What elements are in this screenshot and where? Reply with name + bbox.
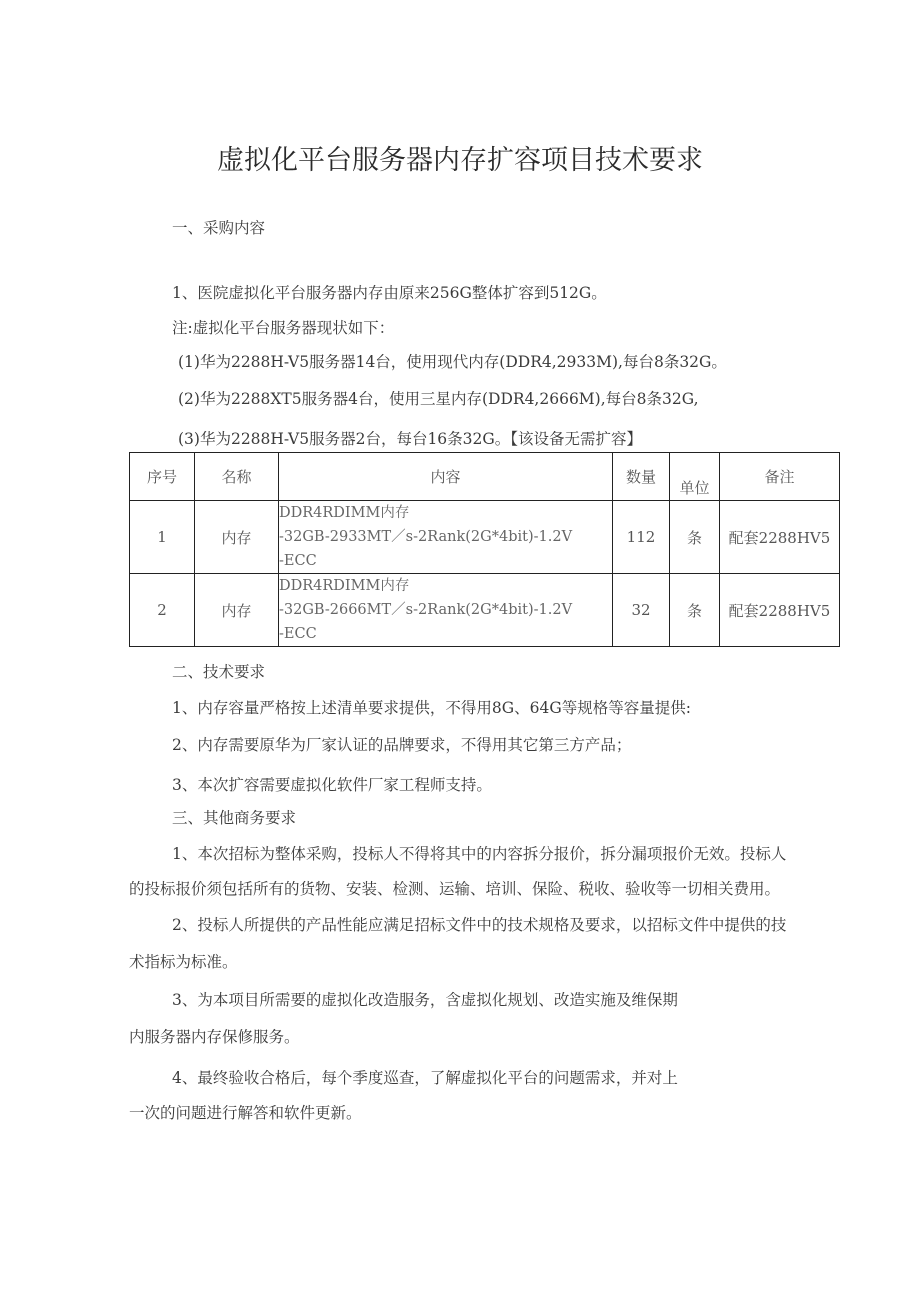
procurement-table	[129, 452, 840, 647]
cell-remark: 配套2288HV5	[720, 574, 840, 647]
cell-no: 2	[130, 574, 195, 647]
section2-item-3: 3、本次扩容需要虚拟化软件厂家工程师支持。	[172, 776, 492, 794]
cell-name: 内存	[195, 501, 279, 574]
cell-remark: 配套2288HV5	[720, 501, 840, 574]
section1-item1: 1、医院虚拟化平台服务器内存由原来256G整体扩容到512G。	[172, 284, 607, 302]
section3-para4-line1: 4、最终验收合格后，每个季度巡查，了解虚拟化平台的问题需求，并对上	[172, 1069, 678, 1087]
table-row	[130, 501, 840, 574]
header-name: 名称	[195, 453, 279, 501]
status-line-2: (2)华为2288XT5服务器4台，使用三星内存(DDR4,2666M),每台8条32G,	[178, 390, 699, 408]
header-remark: 备注	[720, 453, 840, 501]
section3-para3-line2: 内服务器内存保修服务。	[129, 1028, 300, 1046]
section3-para2-line2: 术指标为标准。	[129, 953, 238, 971]
cell-no: 1	[130, 501, 195, 574]
header-qty: 数量	[613, 453, 670, 501]
section3-heading: 三、其他商务要求	[172, 809, 297, 827]
section3-para1-line1: 1、本次招标为整体采购，投标人不得将其中的内容拆分报价，拆分漏项报价无效。投标人	[172, 845, 787, 863]
section2-item-1: 1、内存容量严格按上述清单要求提供，不得用8G、64G等规格等容量提供:	[172, 699, 691, 717]
cell-content	[279, 574, 613, 647]
section3-para4-line2: 一次的问题进行解答和软件更新。	[129, 1104, 362, 1122]
header-content: 内容	[279, 453, 613, 501]
cell-unit: 条	[670, 574, 720, 647]
table-header-row	[130, 453, 840, 501]
content-line: -32GB-2933MT／s-2Rank(2G*4bit)-1.2V	[279, 529, 573, 545]
cell-unit: 条	[670, 501, 720, 574]
cell-name: 内存	[195, 574, 279, 647]
cell-qty: 112	[613, 501, 670, 574]
section2-item-2: 2、内存需要原华为厂家认证的品牌要求，不得用其它第三方产品；	[172, 736, 632, 754]
status-line-1: (1)华为2288H-V5服务器14台，使用现代内存(DDR4,2933M),每台8条32G。	[178, 353, 727, 371]
cell-content	[279, 501, 613, 574]
header-no: 序号	[130, 453, 195, 501]
section1-note: 注:虚拟化平台服务器现状如下：	[172, 319, 395, 337]
table-row	[130, 574, 840, 647]
content-line: DDR4RDIMM内存	[279, 505, 410, 521]
content-line: DDR4RDIMM内存	[279, 578, 410, 594]
document-title: 虚拟化平台服务器内存扩容项目技术要求	[217, 145, 703, 176]
content-line: -ECC	[279, 553, 317, 569]
section2-heading: 二、技术要求	[172, 663, 266, 681]
header-unit: 单位	[670, 453, 720, 501]
section3-para3-line1: 3、为本项目所需要的虚拟化改造服务，含虚拟化规划、改造实施及维保期	[172, 991, 678, 1009]
section3-para2-line1: 2、投标人所提供的产品性能应满足招标文件中的技术规格及要求，以招标文件中提供的技	[172, 916, 787, 934]
cell-qty: 32	[613, 574, 670, 647]
section3-para1-line2: 的投标报价须包括所有的货物、安装、检测、运输、培训、保险、税收、验收等一切相关费用。	[129, 880, 781, 898]
content-line: -32GB-2666MT／s-2Rank(2G*4bit)-1.2V	[279, 602, 573, 618]
section1-heading: 一、采购内容	[172, 219, 266, 237]
status-line-3: (3)华为2288H-V5服务器2台，每台16条32G。【该设备无需扩容】	[178, 430, 643, 448]
content-line: -ECC	[279, 626, 317, 642]
